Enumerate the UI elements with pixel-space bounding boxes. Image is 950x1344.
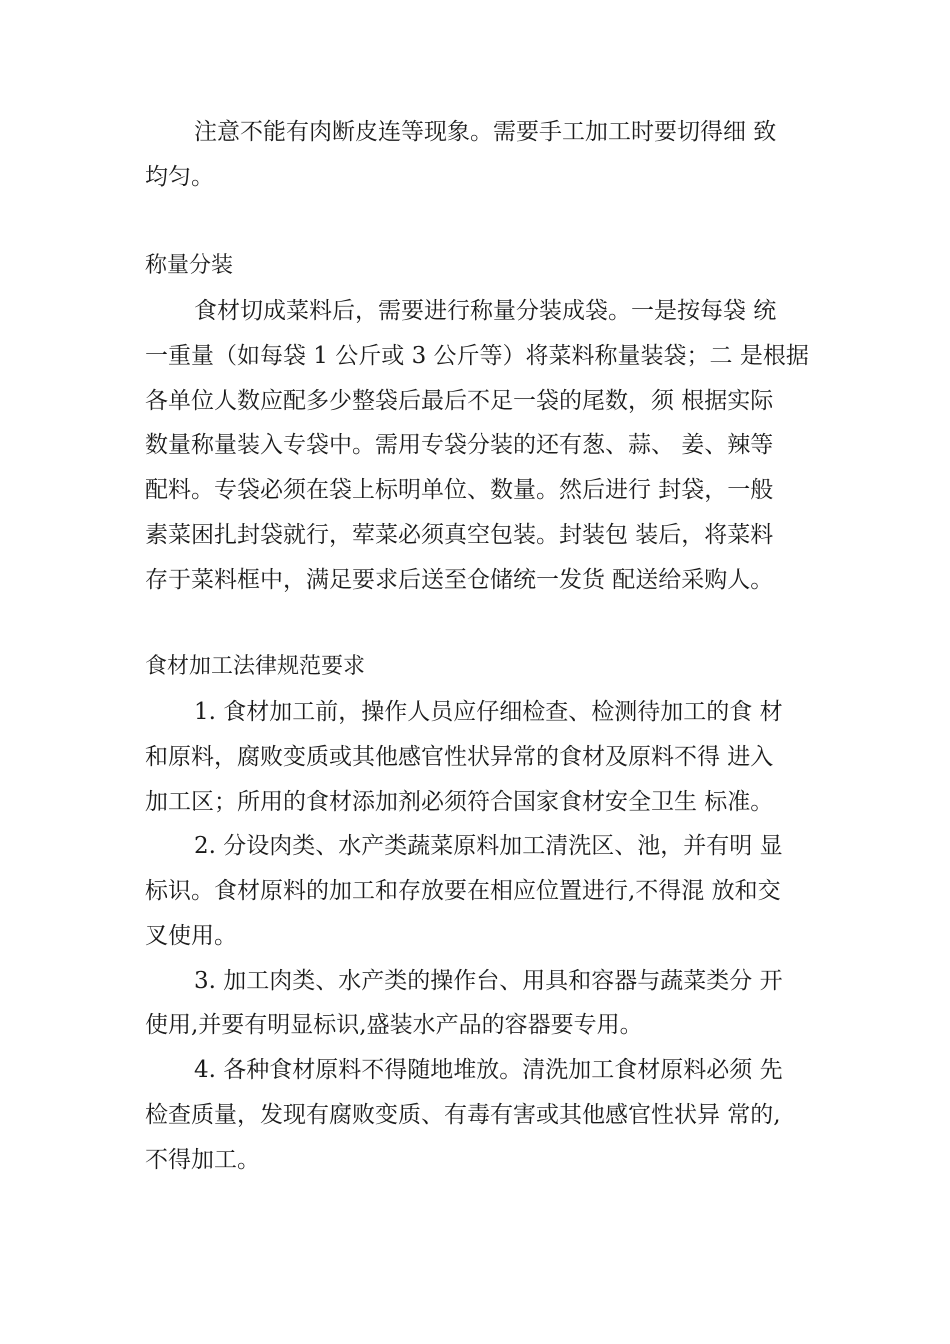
section2-item1-line-3: 加工区；所用的食材添加剂必须符合国家食材安全卫生 标准。 <box>145 789 774 815</box>
section2-item1-line-1: 1. 食材加工前，操作人员应仔细检查、检测待加工的食 材 <box>194 699 783 725</box>
section2-item2-line-1: 2. 分设肉类、水产类蔬菜原料加工清洗区、池，并有明 显 <box>194 833 783 859</box>
section2-item2-line-3: 叉使用。 <box>145 923 237 949</box>
section2-item4-line-3: 不得加工。 <box>145 1147 260 1173</box>
section1-line-6: 素菜困扎封袋就行，荤菜必须真空包装。封装包 装后，将菜料 <box>145 522 774 548</box>
section1-line-2: 一重量（如每袋 1 公斤或 3 公斤等）将菜料称量装袋；二 是根据 <box>145 343 809 369</box>
section2-item3-line-2: 使用,并要有明显标识,盛装水产品的容器要专用。 <box>145 1012 643 1038</box>
section2-item4-line-1: 4. 各种食材原料不得随地堆放。清洗加工食材原料必须 先 <box>194 1057 783 1083</box>
section2-item2-line-2: 标识。食材原料的加工和存放要在相应位置进行,不得混 放和交 <box>145 878 781 904</box>
section2-item3-line-1: 3. 加工肉类、水产类的操作台、用具和容器与蔬菜类分 开 <box>194 968 783 994</box>
section1-line-3: 各单位人数应配多少整袋后最后不足一袋的尾数，须 根据实际 <box>145 388 774 414</box>
section1-line-1: 食材切成菜料后，需要进行称量分装成袋。一是按每袋 统 <box>194 298 777 324</box>
section1-line-4: 数量称量装入专袋中。需用专袋分装的还有葱、蒜、 姜、辣等 <box>145 432 774 458</box>
section1-heading: 称量分装 <box>145 253 234 278</box>
section1-line-5: 配料。专袋必须在袋上标明单位、数量。然后进行 封袋，一般 <box>145 477 774 503</box>
section2-heading: 食材加工法律规范要求 <box>145 654 366 679</box>
section2-item4-line-2: 检查质量，发现有腐败变质、有毒有害或其他感官性状异 常的, <box>145 1102 781 1128</box>
intro-line-1: 注意不能有肉断皮连等现象。需要手工加工时要切得细 致 <box>194 119 777 145</box>
section2-item1-line-2: 和原料，腐败变质或其他感官性状异常的食材及原料不得 进入 <box>145 744 774 770</box>
section1-line-7: 存于菜料框中，满足要求后送至仓储统一发货 配送给采购人。 <box>145 567 774 593</box>
intro-line-2: 均匀。 <box>145 164 214 190</box>
